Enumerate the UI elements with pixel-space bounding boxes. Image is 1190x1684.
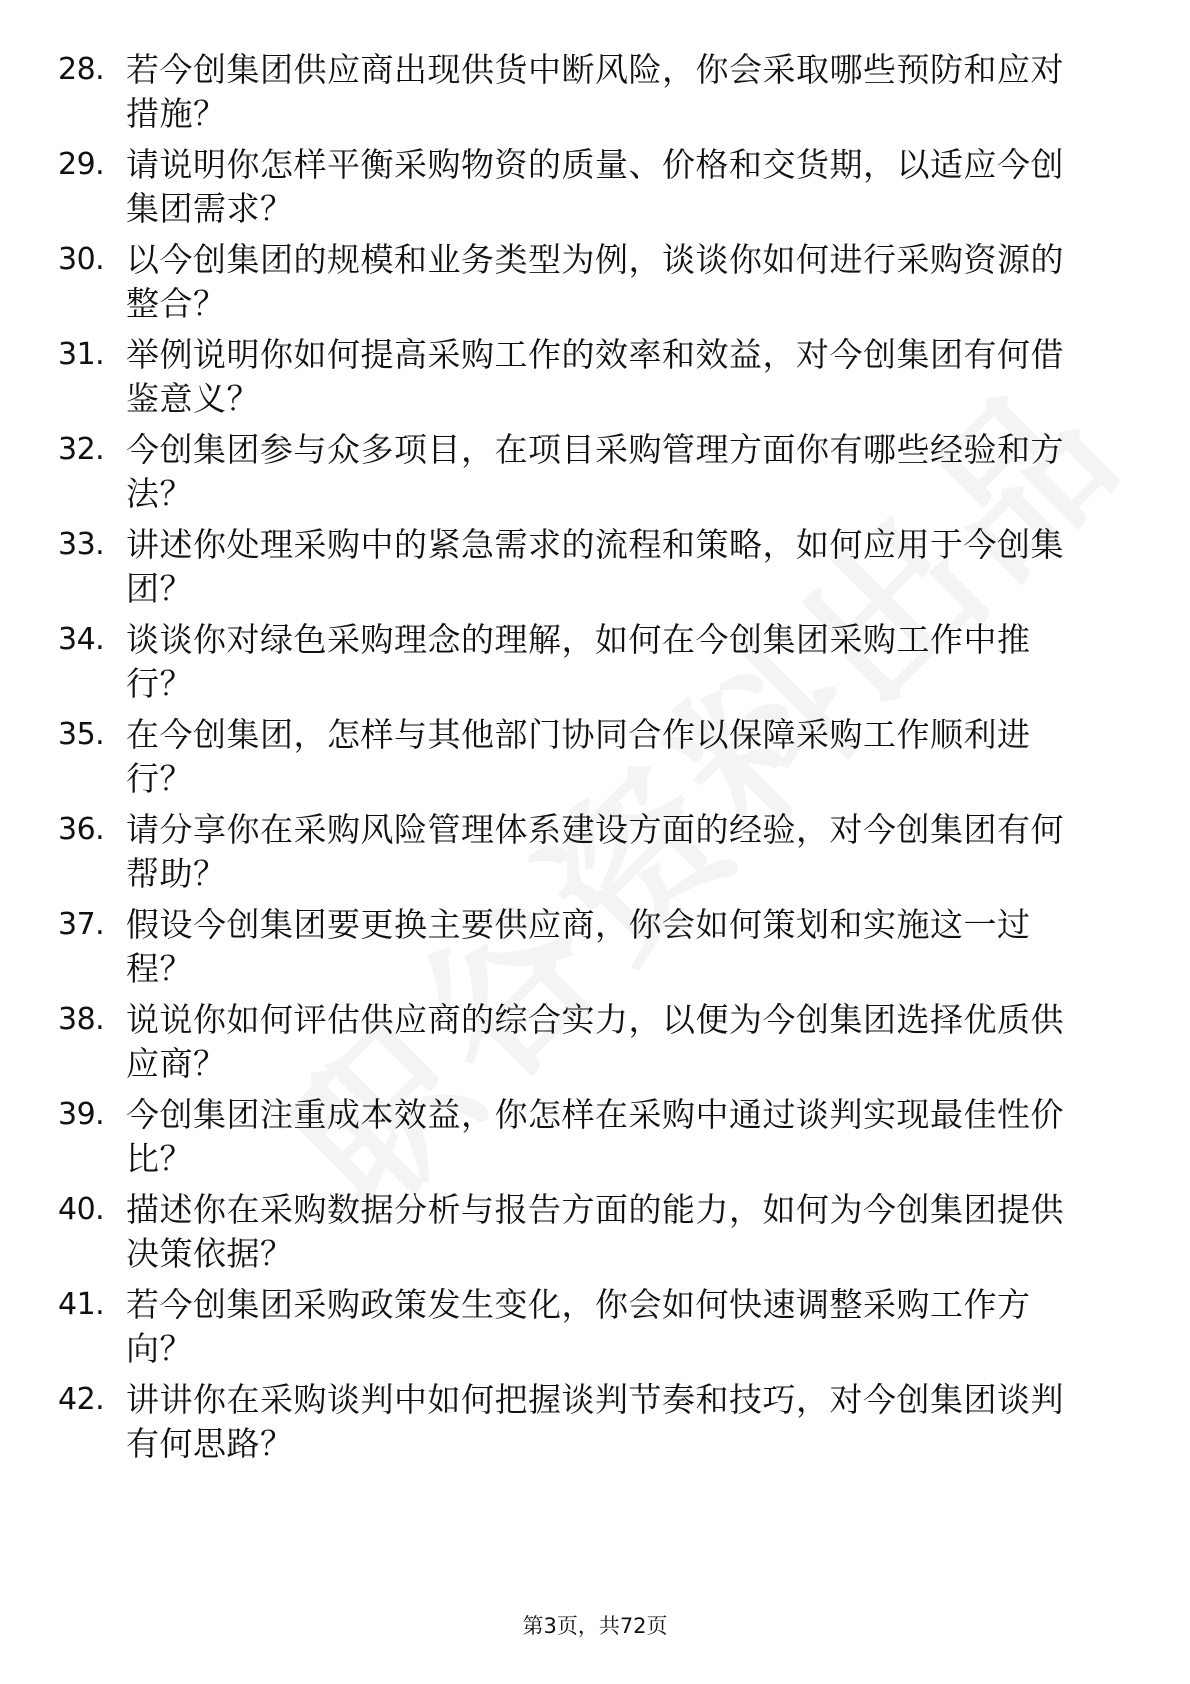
question-text: 说说你如何评估供应商的综合实力，以便为今创集团选择优质供应商？ (126, 1000, 1064, 1083)
question-item (58, 143, 1128, 231)
question-text: 请说明你怎样平衡采购物资的质量、价格和交货期，以适应今创集团需求？ (126, 145, 1064, 228)
question-text: 若今创集团采购政策发生变化，你会如何快速调整采购工作方向？ (126, 1285, 1031, 1368)
question-number: 41. (58, 1287, 105, 1322)
question-item (58, 713, 1128, 801)
question-number: 30. (58, 242, 105, 277)
question-text: 请分享你在采购风险管理体系建设方面的经验，对今创集团有何帮助？ (126, 810, 1064, 893)
question-item (58, 1378, 1128, 1466)
question-item (58, 903, 1128, 991)
question-text: 假设今创集团要更换主要供应商，你会如何策划和实施这一过程？ (126, 905, 1031, 988)
question-text: 描述你在采购数据分析与报告方面的能力，如何为今创集团提供决策依据？ (126, 1190, 1064, 1273)
question-number: 34. (58, 622, 105, 657)
question-text: 谈谈你对绿色采购理念的理解，如何在今创集团采购工作中推行？ (126, 620, 1031, 703)
question-item (58, 428, 1128, 516)
question-number: 33. (58, 527, 105, 562)
question-item (58, 618, 1128, 706)
question-item (58, 808, 1128, 896)
question-number: 38. (58, 1002, 105, 1037)
question-number: 37. (58, 907, 105, 942)
question-number: 42. (58, 1382, 105, 1417)
question-number: 35. (58, 717, 105, 752)
question-number: 28. (58, 52, 105, 87)
question-item (58, 998, 1128, 1086)
question-text: 讲讲你在采购谈判中如何把握谈判节奏和技巧，对今创集团谈判有何思路？ (126, 1380, 1064, 1463)
question-text: 今创集团参与众多项目，在项目采购管理方面你有哪些经验和方法？ (126, 430, 1064, 513)
question-text: 讲述你处理采购中的紧急需求的流程和策略，如何应用于今创集团？ (126, 525, 1064, 608)
page-number-footer: 第3页，共72页 (522, 1614, 668, 1638)
question-number: 31. (58, 337, 105, 372)
question-number: 40. (58, 1192, 105, 1227)
question-item (58, 1188, 1128, 1276)
question-number: 32. (58, 432, 105, 467)
question-item (58, 333, 1128, 421)
question-item (58, 1283, 1128, 1371)
question-text: 今创集团注重成本效益，你怎样在采购中通过谈判实现最佳性价比？ (126, 1095, 1064, 1178)
question-item (58, 523, 1128, 611)
question-item (58, 1093, 1128, 1181)
question-text: 在今创集团，怎样与其他部门协同合作以保障采购工作顺利进行？ (126, 715, 1031, 798)
question-number: 29. (58, 147, 105, 182)
question-text: 举例说明你如何提高采购工作的效率和效益，对今创集团有何借鉴意义？ (126, 335, 1064, 418)
question-text: 以今创集团的规模和业务类型为例，谈谈你如何进行采购资源的整合？ (126, 240, 1064, 323)
question-item (58, 48, 1128, 136)
question-number: 36. (58, 812, 105, 847)
question-number: 39. (58, 1097, 105, 1132)
question-text: 若今创集团供应商出现供货中断风险，你会采取哪些预防和应对措施？ (126, 50, 1064, 133)
question-item (58, 238, 1128, 326)
